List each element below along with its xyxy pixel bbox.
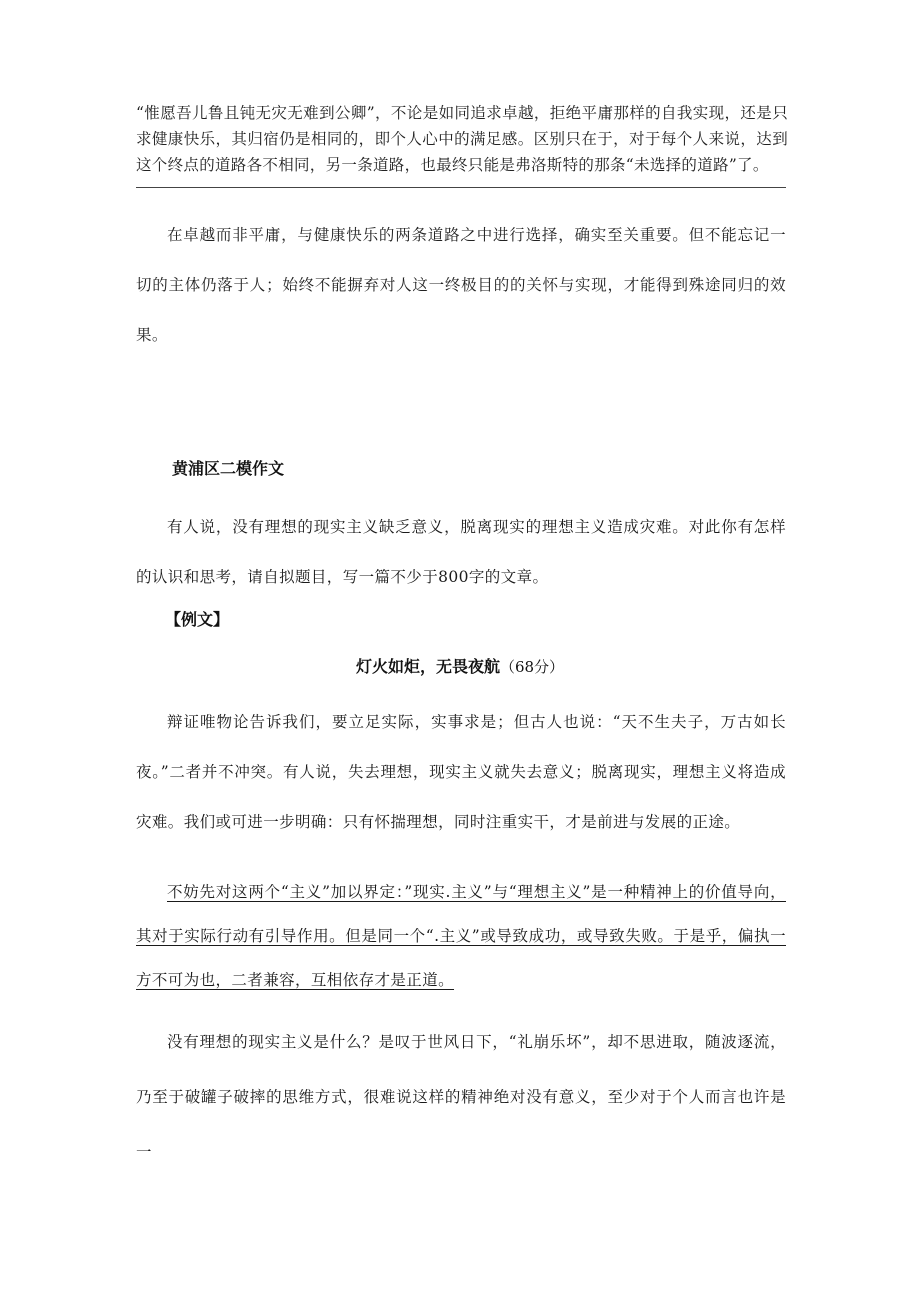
essay-score: （68分） bbox=[499, 658, 565, 676]
exam-heading: 黄浦区二模作文 bbox=[172, 459, 285, 478]
essay-title bbox=[0, 654, 920, 677]
example-label: 【例文】 bbox=[165, 610, 230, 629]
essay-title-text: 灯火如炬，无畏夜航 bbox=[355, 657, 500, 676]
conclusion-paragraph: 在卓越而非平庸，与健康快乐的两条道路之中进行选择，确实至关重要。但不能忘记一切的主体仍落于人；始终不能摒弃对人这一终极目的的关怀与实现，才能得到殊途同归的效果。 bbox=[136, 226, 786, 344]
horizontal-rule bbox=[136, 187, 786, 188]
essay-paragraph: 没有理想的现实主义是什么？是叹于世风日下，“礼崩乐坏”，却不思进取，随波逐流，乃至于破罐子破摔的思维方式，很难说这样的精神绝对没有意义，至少对于个人而言也许是一 bbox=[136, 1033, 786, 1161]
exam-prompt: 有人说，没有理想的现实主义缺乏意义，脱离现实的理想主义造成灾难。对此你有怎样的认识和思考，请自拟题目，写一篇不少于800字的文章。 bbox=[136, 518, 786, 586]
underlined-text: 不妨先对这两个“主义”加以界定：”现实.主义”与“理想主义”是一种精神上的价值导向，其对于实际行动有引导作用。但是同一个“.主义”或导致成功，或导致失败。于是乎，偏执一方不可为也，二者兼容，互相依存才是正道。 bbox=[136, 883, 786, 989]
essay-paragraph: 辩证唯物论告诉我们，要立足实际，实事求是；但古人也说：“天不生夫子，万古如长夜。”二者并不冲突。有人说，失去理想，现实主义就失去意义；脱离现实，理想主义将造成灾难。我们或可进一步明确：只有怀揣理想，同时注重实干，才是前进与发展的正途。 bbox=[136, 713, 786, 831]
essay-paragraph-underlined bbox=[136, 870, 786, 1002]
quote-paragraph: “惟愿吾儿鲁且钝无灾无难到公卿”，不论是如同追求卓越，拒绝平庸那样的自我实现，还是只求健康快乐，其归宿仍是相同的，即个人心中的满足感。区别只在于，对于每个人来说，达到这个终点的道路各不相同，另一条道路，也最终只能是弗洛斯特的那条“未选择的道路”了。 bbox=[136, 104, 788, 174]
